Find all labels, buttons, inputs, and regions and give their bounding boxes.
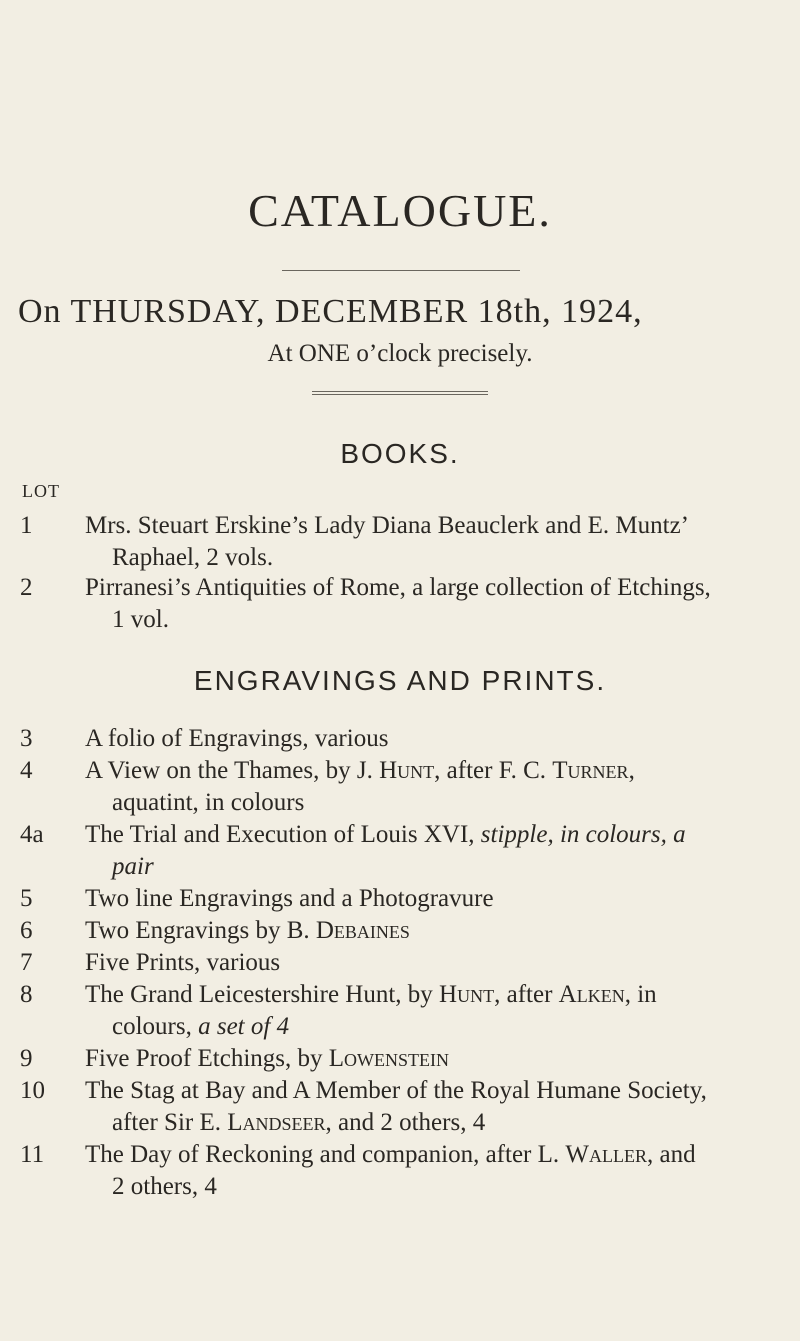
section-books: BOOKS. [340, 438, 460, 469]
time-rule [312, 391, 488, 395]
lot-number: 9 [20, 1045, 33, 1072]
lot-text-run: The Grand Leicestershire Hunt, by [85, 981, 440, 1008]
lot-text-run: after Sir E. [112, 1109, 228, 1136]
lot-number: 6 [20, 917, 33, 944]
lot-text-run: , and 2 others, 4 [325, 1109, 486, 1136]
lot-line: Five Prints, various [85, 949, 281, 976]
lot-line [85, 1011, 780, 1043]
lot-line [85, 1045, 449, 1072]
artist-name: Debaines [315, 917, 410, 944]
artist-name: Turner [552, 757, 629, 784]
lot-text-run: a set of 4 [198, 1013, 290, 1040]
lot-description [85, 819, 780, 883]
lot-text-run: stipple, in colours, a [480, 821, 686, 848]
lot-line: 2 others, 4 [112, 1173, 217, 1200]
lot-column-heading: LOT [22, 481, 60, 501]
lot-number: 5 [20, 885, 33, 912]
section-engravings: ENGRAVINGS AND PRINTS. [193, 665, 607, 696]
lot-line [85, 1107, 780, 1139]
artist-name: Landseer [227, 1109, 326, 1136]
lot-description [85, 947, 780, 979]
lot-number: 4 [20, 757, 33, 784]
lot-line [85, 757, 635, 784]
lot-line [85, 821, 686, 848]
title-rule [282, 270, 520, 271]
lot-description [85, 755, 780, 819]
artist-name: Lowenstein [328, 1045, 449, 1072]
lot-line: Raphael, 2 vols. [112, 544, 274, 571]
lot-number: 10 [20, 1077, 45, 1104]
lot-number: 4a [20, 821, 44, 848]
sale-dateline: On THURSDAY, DECEMBER 18th, 1924, [18, 293, 643, 330]
lot-line: The Stag at Bay and A Member of the Royal Humane Society, [85, 1077, 707, 1104]
lot-text-run: The Trial and Execution of Louis XVI, [85, 821, 481, 848]
lot-text-run: , [628, 757, 635, 784]
sale-time: At ONE o’clock precisely. [267, 340, 533, 367]
artist-name: Alken [558, 981, 625, 1008]
lot-description [85, 510, 780, 574]
lot-text-run: colours, [112, 1013, 199, 1040]
lot-line: Mrs. Steuart Erskine’s Lady Diana Beauclerk and E. Muntz’ [85, 512, 689, 539]
lot-text-run: , in [624, 981, 657, 1008]
lot-number: 11 [20, 1141, 45, 1168]
lot-number: 1 [20, 512, 33, 539]
lot-line [85, 917, 410, 944]
lot-description [85, 723, 780, 755]
lot-number: 3 [20, 725, 33, 752]
lot-line: aquatint, in colours [112, 789, 305, 816]
lot-description [85, 572, 780, 636]
lot-description [85, 915, 780, 947]
engraver-name: Hunt [439, 981, 495, 1008]
lot-text-run: A View on the Thames, by J. [85, 757, 380, 784]
artist-name: Waller [565, 1141, 647, 1168]
lot-line: A folio of Engravings, various [85, 725, 389, 752]
lot-line [85, 981, 657, 1008]
lot-text-run: Five Proof Etchings, by [85, 1045, 329, 1072]
lot-text-run: Two Engravings by B. [85, 917, 316, 944]
lot-number: 8 [20, 981, 33, 1008]
lot-description [85, 1043, 780, 1075]
lot-description [85, 1139, 780, 1203]
lot-line: Pirranesi’s Antiquities of Rome, a large collection of Etchings, [85, 574, 711, 601]
lot-line: Two line Engravings and a Photogravure [85, 885, 494, 912]
lot-line [85, 1141, 696, 1168]
lot-text-run: , after [494, 981, 559, 1008]
lot-number: 2 [20, 574, 33, 601]
lot-line: pair [112, 853, 154, 880]
lot-description [85, 883, 780, 915]
lot-description [85, 1075, 780, 1139]
lot-text-run: , and [647, 1141, 696, 1168]
lot-text-run: , after F. C. [434, 757, 553, 784]
lot-line: 1 vol. [112, 606, 169, 633]
lot-text-run: The Day of Reckoning and companion, after L. [85, 1141, 566, 1168]
lot-description [85, 979, 780, 1043]
engraver-name: Hunt [379, 757, 435, 784]
catalogue-title: CATALOGUE. [248, 185, 552, 236]
lot-number: 7 [20, 949, 33, 976]
